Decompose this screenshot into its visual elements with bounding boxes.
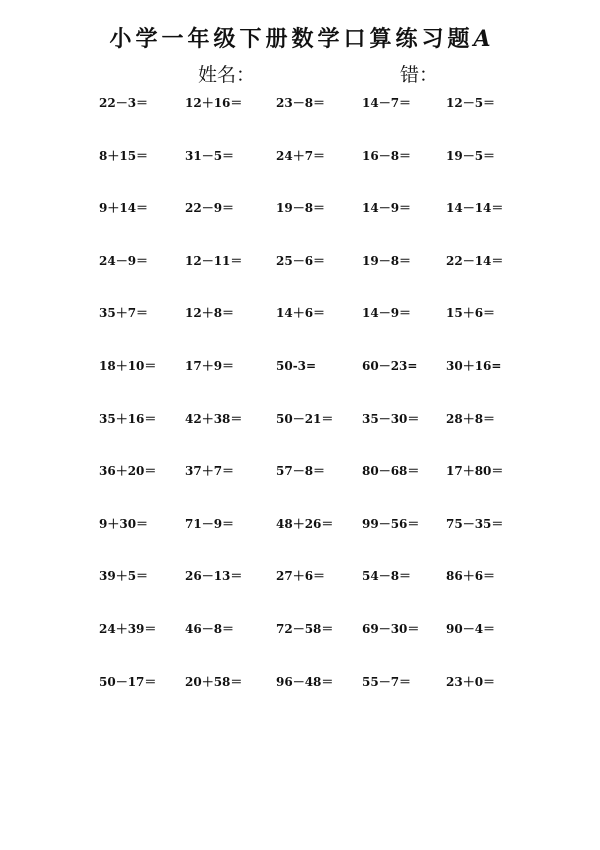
problem-item: 75－35＝ (446, 516, 504, 531)
problem-item: 90－4＝ (446, 621, 496, 636)
problem-item: 24＋7＝ (276, 148, 326, 163)
problem-item: 60－23= (362, 358, 418, 373)
problem-item: 50－21＝ (276, 411, 334, 426)
problem-item: 22－9＝ (185, 201, 235, 216)
problem-item: 17＋9＝ (185, 358, 235, 373)
title-main: 小学一年级下册数学口算练习题 (109, 27, 474, 52)
problem-item: 14－9＝ (362, 306, 412, 321)
problem-item: 27＋6＝ (276, 569, 326, 584)
problem-item: 46－8＝ (185, 621, 235, 636)
problem-item: 57－8＝ (276, 464, 326, 479)
problem-item: 14＋6＝ (276, 306, 326, 321)
problem-item: 12－5＝ (446, 96, 496, 110)
problem-item: 55－7＝ (362, 674, 412, 689)
problem-item: 48＋26＝ (276, 516, 334, 531)
problem-item: 72－58＝ (276, 621, 334, 636)
problem-item: 12＋16＝ (185, 96, 243, 110)
problem-item: 26－13＝ (185, 569, 243, 584)
name-label: 姓名： (198, 64, 256, 86)
problem-item: 80－68＝ (362, 464, 420, 479)
problem-item: 9＋14＝ (99, 201, 149, 216)
problem-item: 35＋16＝ (99, 411, 157, 426)
problem-item: 39＋5＝ (99, 569, 149, 584)
problem-item: 22－3＝ (99, 96, 149, 110)
problem-item: 18＋10＝ (99, 358, 157, 373)
problem-item: 25－6＝ (276, 253, 326, 268)
problem-item: 50-3= (276, 358, 317, 373)
problem-item: 8＋15＝ (99, 148, 149, 163)
problem-item: 30＋16= (446, 358, 502, 373)
problem-item: 17＋80＝ (446, 464, 504, 479)
problem-item: 69－30＝ (362, 621, 420, 636)
problem-item: 9＋30＝ (99, 516, 149, 531)
problem-item: 24－9＝ (99, 253, 149, 268)
problem-item: 28＋8＝ (446, 411, 496, 426)
problem-item: 99－56＝ (362, 516, 420, 531)
problem-item: 14－9＝ (362, 201, 412, 216)
problem-item: 24＋39＝ (99, 621, 157, 636)
problem-item: 20＋58＝ (185, 674, 243, 689)
problem-item: 96－48＝ (276, 674, 334, 689)
problem-item: 12－11＝ (185, 253, 243, 268)
problem-item: 31－5＝ (185, 148, 235, 163)
title-suffix: A (473, 26, 491, 52)
student-info (0, 60, 600, 90)
problem-item: 23＋0＝ (446, 674, 496, 689)
problem-item: 14－14＝ (446, 201, 504, 216)
problem-item: 36＋20＝ (99, 464, 157, 479)
problem-item: 54－8＝ (362, 569, 412, 584)
problem-item: 14－7＝ (362, 96, 412, 110)
problem-item: 42＋38＝ (185, 411, 243, 426)
problem-item: 16－8＝ (362, 148, 412, 163)
problem-item: 19－8＝ (362, 253, 412, 268)
problem-item: 37＋7＝ (185, 464, 235, 479)
problem-item: 86＋6＝ (446, 569, 496, 584)
problem-item: 12＋8＝ (185, 306, 235, 321)
problem-item: 35＋7＝ (99, 306, 149, 321)
problem-item: 23－8＝ (276, 96, 326, 110)
page-title (0, 22, 600, 53)
problem-item: 71－9＝ (185, 516, 235, 531)
problem-item: 50－17＝ (99, 674, 157, 689)
problem-grid (99, 95, 539, 726)
problem-item: 22－14＝ (446, 253, 504, 268)
problem-item: 35－30＝ (362, 411, 420, 426)
problem-item: 15＋6＝ (446, 306, 496, 321)
problem-item: 19－5＝ (446, 148, 496, 163)
errors-label: 错： (400, 64, 439, 86)
problem-item: 19－8＝ (276, 201, 326, 216)
